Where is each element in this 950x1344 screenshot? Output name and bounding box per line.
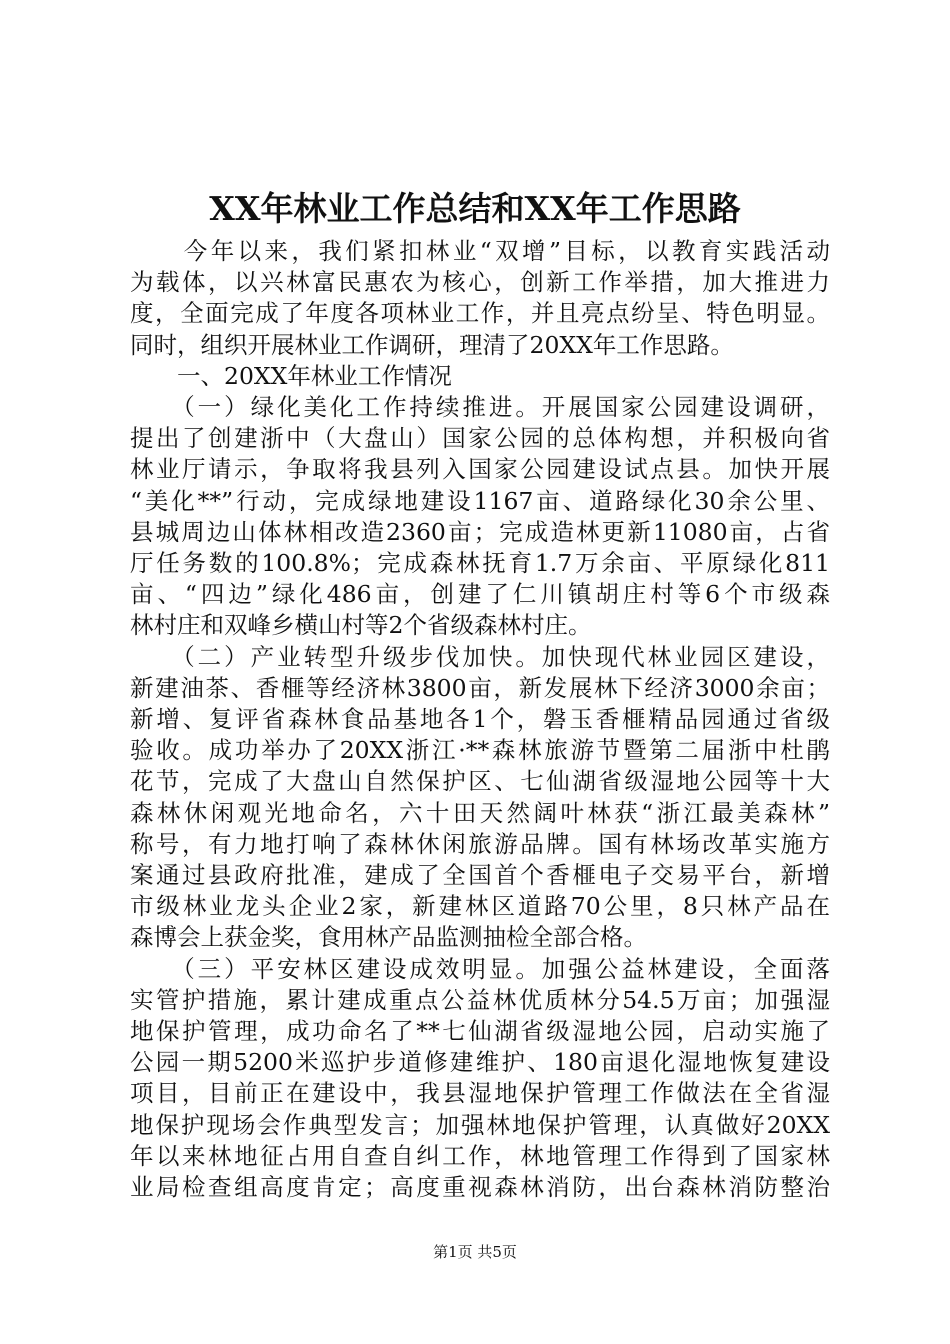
- body-line: 项目，目前正在建设中，我县湿地保护管理工作做法在全省湿: [130, 1079, 830, 1108]
- body-line: 新建油茶、香榧等经济林3800亩，新发展林下经济3000余亩；: [130, 673, 830, 702]
- document-title: XX年林业工作总结和XX年工作思路: [209, 189, 741, 228]
- body-line: 一、20XX年林业工作情况: [130, 361, 452, 390]
- body-line: 森博会上获金奖，食用林产品监测抽检全部合格。: [130, 923, 647, 952]
- body-line: 实管护措施，累计建成重点公益林优质林分54.5万亩；加强湿: [130, 985, 830, 1014]
- body-line: 县城周边山体林相改造2360亩；完成造林更新11080亩，占省: [130, 517, 830, 546]
- body-line: 林业厅请示，争取将我县列入国家公园建设试点县。加快开展: [130, 455, 830, 484]
- body-line: 林村庄和双峰乡横山村等2个省级森林村庄。: [130, 611, 592, 640]
- body-line: 地保护管理，成功命名了**七仙湖省级湿地公园，启动实施了: [130, 1017, 830, 1046]
- body-line: 新增、复评省森林食品基地各1个，磐玉香榧精品园通过省级: [130, 705, 830, 734]
- page-footer: 第1页 共5页: [433, 1243, 517, 1261]
- body-line: 提出了创建浙中（大盘山）国家公园的总体构想，并积极向省: [130, 424, 830, 453]
- body-line: 厅任务数的100.8%；完成森林抚育1.7万余亩、平原绿化811: [130, 549, 830, 578]
- body-line: 称号，有力地打响了森林休闲旅游品牌。国有林场改革实施方: [130, 829, 830, 858]
- body-line: “美化**”行动，完成绿地建设1167亩、道路绿化30余公里、: [130, 486, 830, 515]
- body-line: 花节，完成了大盘山自然保护区、七仙湖省级湿地公园等十大: [130, 767, 830, 796]
- body-line: 同时，组织开展林业工作调研，理清了20XX年工作思路。: [130, 330, 734, 359]
- body-line: （三）平安林区建设成效明显。加强公益林建设，全面落: [130, 954, 830, 983]
- body-line: 亩、“四边”绿化486亩，创建了仁川镇胡庄村等6个市级森: [130, 580, 830, 609]
- body-line: 市级林业龙头企业2家，新建林区道路70公里，8只林产品在: [130, 892, 830, 921]
- body-line: 公园一期5200米巡护步道修建维护、180亩退化湿地恢复建设: [130, 1048, 830, 1077]
- body-line: 年以来林地征占用自查自纠工作，林地管理工作得到了国家林: [130, 1141, 830, 1170]
- body-line: 度，全面完成了年度各项林业工作，并且亮点纷呈、特色明显。: [130, 299, 830, 328]
- body-line: 业局检查组高度肯定；高度重视森林消防，出台森林消防整治: [130, 1173, 830, 1202]
- body-line: 森林休闲观光地命名，六十田天然阔叶林获“浙江最美森林”: [130, 798, 830, 827]
- body-line: （一）绿化美化工作持续推进。开展国家公园建设调研，: [130, 393, 830, 422]
- body-line: （二）产业转型升级步伐加快。加快现代林业园区建设，: [130, 642, 830, 671]
- body-line: 今年以来，我们紧扣林业“双增”目标，以教育实践活动: [130, 237, 830, 265]
- body-line: 地保护现场会作典型发言；加强林地保护管理，认真做好20XX: [130, 1110, 830, 1139]
- body-line: 验收。成功举办了20XX浙江·**森林旅游节暨第二届浙中杜鹃: [130, 736, 830, 765]
- body-line: 为载体，以兴林富民惠农为核心，创新工作举措，加大推进力: [130, 268, 830, 297]
- body-line: 案通过县政府批准，建成了全国首个香榧电子交易平台，新增: [130, 861, 830, 890]
- document-body: [130, 236, 830, 1203]
